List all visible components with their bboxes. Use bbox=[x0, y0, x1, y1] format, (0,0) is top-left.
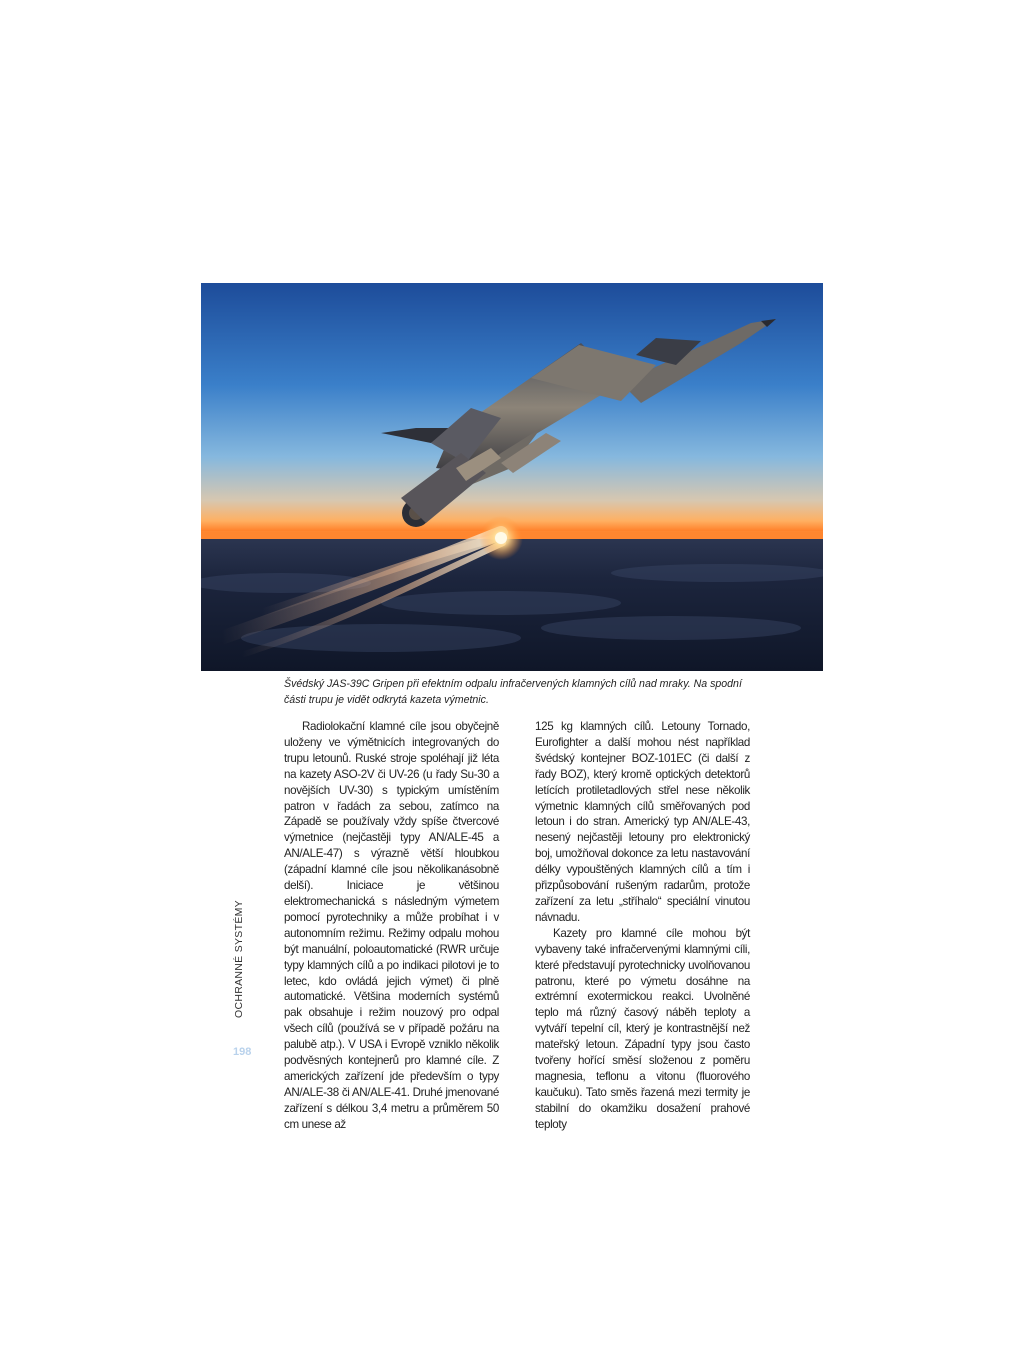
jet-photo bbox=[201, 283, 823, 671]
text-column-left bbox=[284, 719, 499, 1133]
section-side-label: OCHRANNÉ SYSTÉMY bbox=[233, 900, 245, 1018]
page-number: 198 bbox=[233, 1046, 252, 1058]
paragraph: 125 kg klamných cílů. Letouny Tornado, Eurofighter a další mohou nést například švédský kontejner BOZ-101EC (či další z řady BOZ), který kromě optických detektorů letících protiletadlových střel nese několik výmetnic klamných cílů směřovaných pod letoun i do stran. Americký typ AN/ALE-43, nesený nejčastěji letouny pro elektronický boj, umožňoval dokonce za letu nastavování délky vypouštěných klamných cílů a tím i přizpůsobování rušeným radarům, protože zařízení za letu „stříhalo“ speciální vinutou návnadu. bbox=[535, 720, 750, 924]
paragraph: Kazety pro klamné cíle mohou být vybaveny také infračervenými klamnými cíli, které představují pyrotechnicky uvolňovanou patronu, které po výmetu dosáhne na extrémní exotermickou reakci. Uvolněné teplo má různý časový náběh teploty a vytváří tepelní cíl, který je kontrastnější než mateřský letoun. Západní typy jsou často tvořeny hořící směsí složenou z poměru magnesia, teflonu a vitonu (fluorového kaučuku). Tato směs řazená mezi termity je stabilní do okamžiku dosažení prahové teploty bbox=[535, 926, 750, 1131]
paragraph: Radiolokační klamné cíle jsou obyčejně uloženy ve výmětnicích integrovaných do trupu letounů. Ruské stroje spoléhají již léta na kazety ASO-2V či UV-26 (u řady Su-30 a novějších UV-30) s typickým umístěním patron v řadách za sebou, zatímco na Západě se používaly vždy spíše čtvercové výmetnice (nejčastěji typy AN/ALE-45 a AN/ALE-47) s výrazně větší hloubkou (západní klamné cíle jsou několikanásobně delší). Iniciace je většinou elektromechanická s následným výmetem pomocí pyrotechniky a může probíhat i v autonomním režimu. Režimy odpalu mohou být manuální, poloautomatické (RWR určuje typy klamných cílů a po indikaci pilotovi je to letec, kdo ovládá jejich výmet) či plně automatické. Většina moderních systémů pak obsahuje i režim nouzový pro odpal všech cílů (používá se v případě požáru na palubě atp.). V USA i Evropě vzniklo několik podvěsných kontejnerů pro klamné cíle. Z amerických zařízení jde především o typy AN/ALE-38 či AN/ALE-41. Druhé jmenované zařízení s délkou 3,4 metru a průměrem 50 cm unese až bbox=[284, 720, 499, 1131]
text-column-right bbox=[535, 719, 750, 1133]
photo-caption: Švédský JAS-39C Gripen při efektním odpalu infračervených klamných cílů nad mraky. Na spodní části trupu je vidět odkrytá kazeta výmetnic. bbox=[284, 678, 742, 706]
jet-photo-illustration bbox=[201, 283, 823, 671]
